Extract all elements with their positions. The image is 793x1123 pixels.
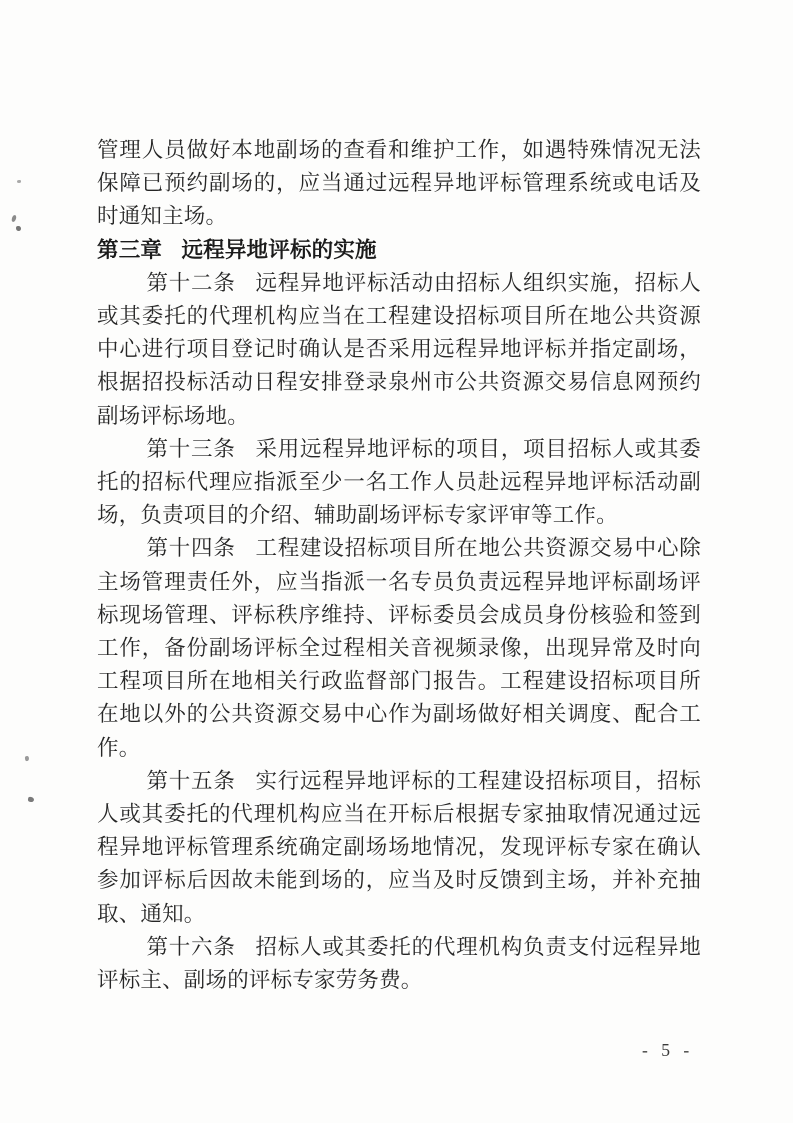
article-label: 第十二条 xyxy=(146,270,236,295)
article-paragraph-12 xyxy=(97,267,701,433)
scan-speck xyxy=(28,797,35,803)
article-label: 第十六条 xyxy=(146,934,236,959)
article-paragraph-16 xyxy=(97,931,701,997)
article-paragraph-14 xyxy=(97,532,701,764)
article-paragraph-13 xyxy=(97,433,701,533)
document-body xyxy=(97,134,701,997)
article-text: 招标人或其委托的代理机构负责支付远程异地评标主、副场的评标专家劳务费。 xyxy=(97,934,701,993)
article-text: 采用远程异地评标的项目，项目招标人或其委托的招标代理应指派至少一名工作人员赴远程异地评标活动副场，负责项目的介绍、辅助副场评标专家评审等工作。 xyxy=(97,436,701,528)
article-text: 远程异地评标活动由招标人组织实施，招标人或其委托的代理机构应当在工程建设招标项目所在地公共资源中心进行项目登记时确认是否采用远程异地评标并指定副场，根据招投标活动日程安排登录泉州市公共资源交易信息网预约副场评标场地。 xyxy=(97,270,701,428)
article-text: 实行远程异地评标的工程建设招标项目，招标人或其委托的代理机构应当在开标后根据专家抽取情况通过远程异地评标管理系统确定副场场地情况，发现评标专家在确认参加评标后因故未能到场的，应当及时反馈到主场，并补充抽取、通知。 xyxy=(97,768,701,926)
scan-speck xyxy=(25,756,30,762)
article-text: 工程建设招标项目所在地公共资源交易中心除主场管理责任外，应当指派一名专员负责远程异地评标副场评标现场管理、评标秩序维持、评标委员会成员身份核验和签到工作，备份副场评标全过程相关音视频录像，出现异常及时向工程项目所在地相关行政监督部门报告。工程建设招标项目所在地以外的公共资源交易中心作为副场做好相关调度、配合工作。 xyxy=(97,536,701,760)
scan-speck xyxy=(16,226,21,231)
scan-speck xyxy=(17,180,21,183)
chapter-heading xyxy=(97,234,701,267)
chapter-title: 远程异地评标的实施 xyxy=(181,237,377,262)
article-label: 第十五条 xyxy=(146,768,236,793)
page-number: - 5 - xyxy=(642,1040,694,1060)
article-label: 第十三条 xyxy=(146,436,236,461)
scan-speck xyxy=(11,215,17,223)
continuation-paragraph: 管理人员做好本地副场的查看和维护工作，如遇特殊情况无法保障已预约副场的，应当通过远程异地评标管理系统或电话及时通知主场。 xyxy=(97,138,701,229)
chapter-number: 第三章 xyxy=(97,237,163,262)
article-paragraph-15 xyxy=(97,765,701,931)
article-label: 第十四条 xyxy=(146,536,236,561)
